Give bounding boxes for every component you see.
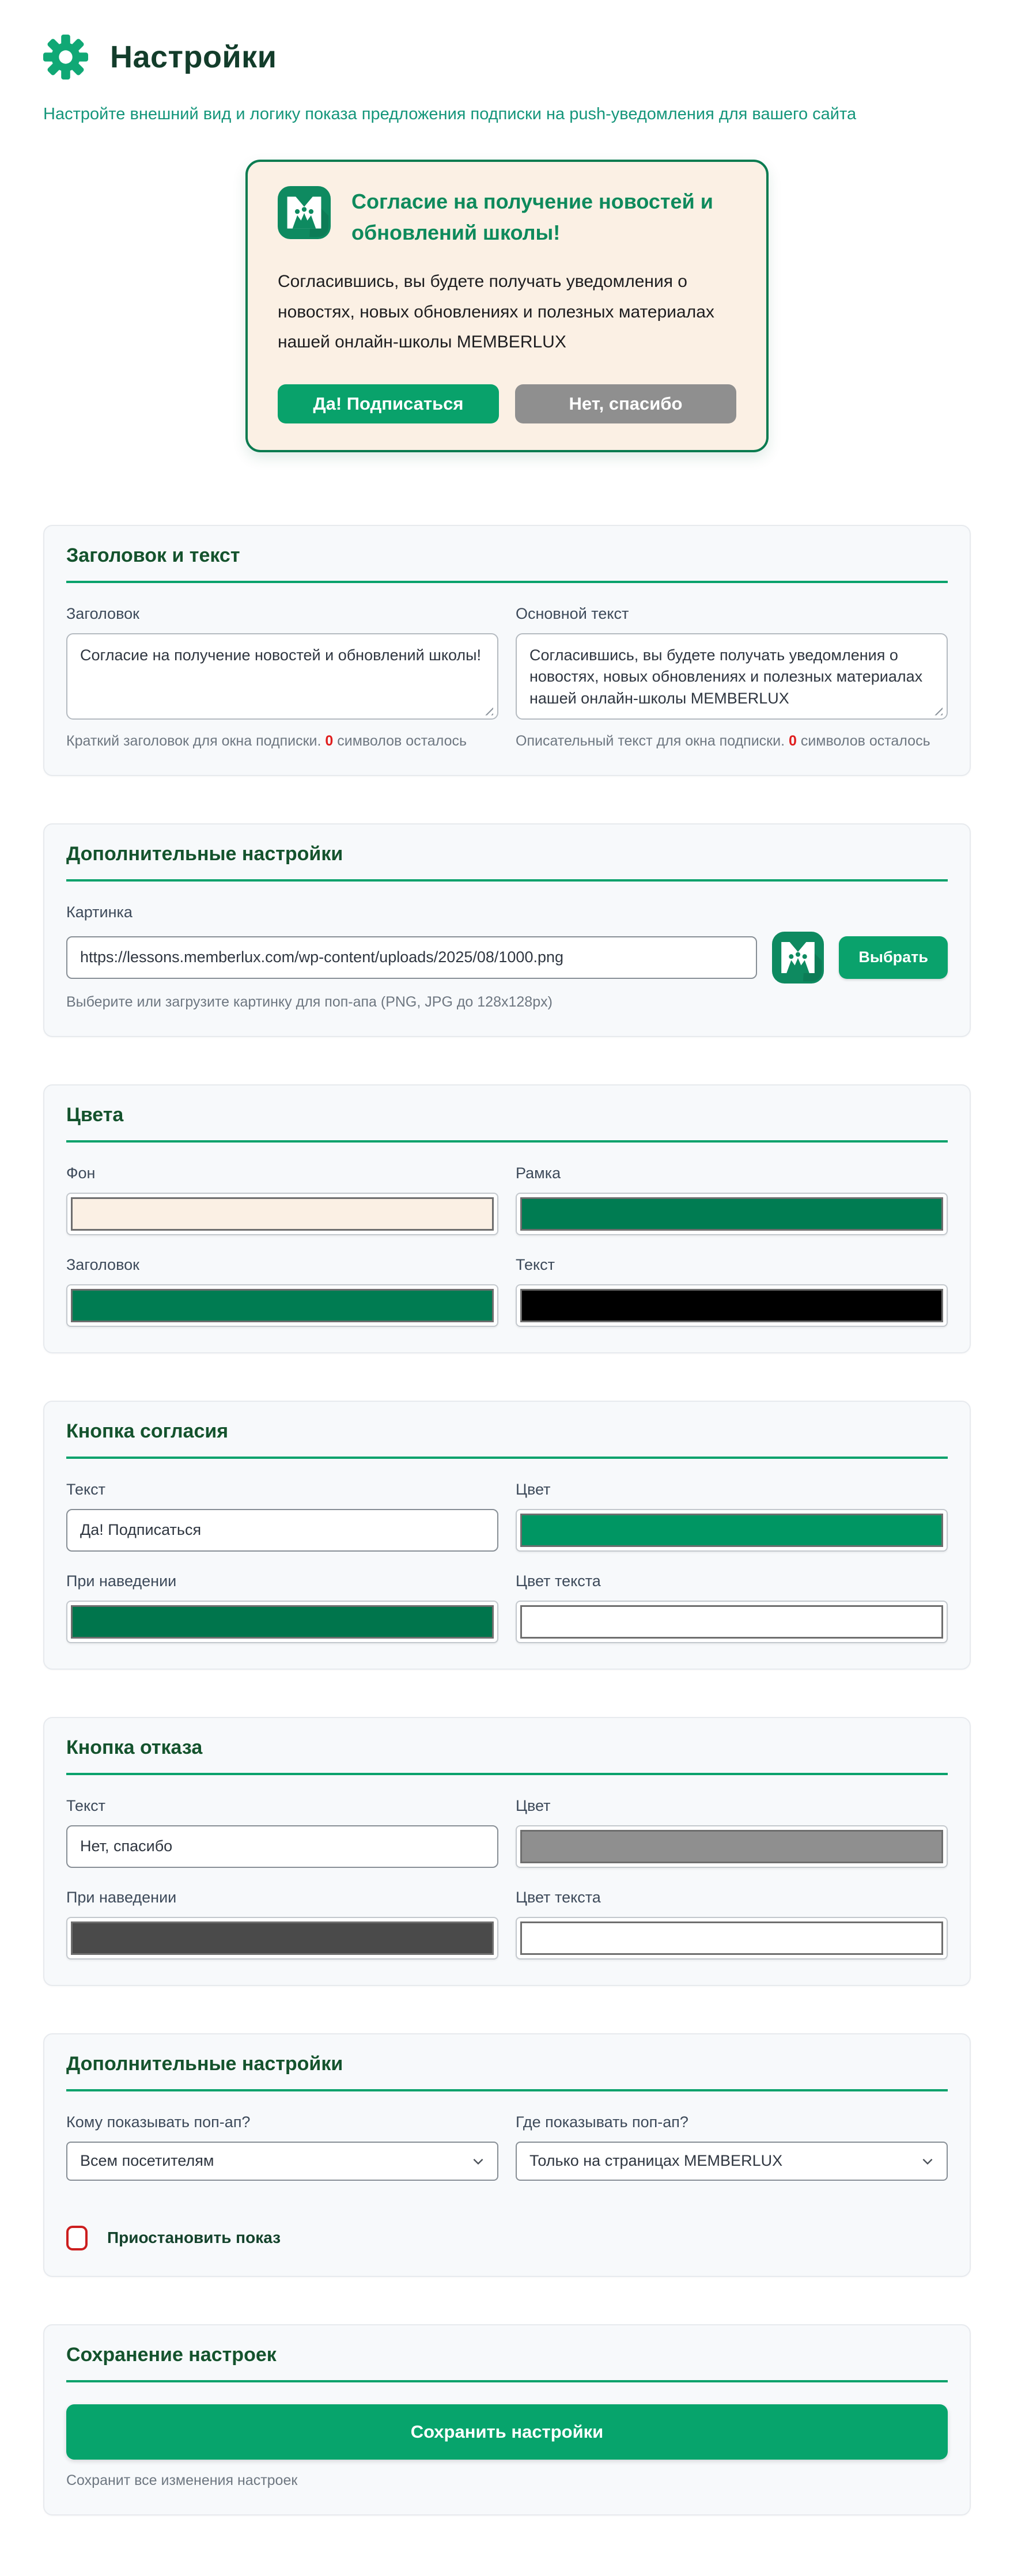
- background-color-swatch: [71, 1197, 494, 1231]
- section-divider: [66, 1140, 948, 1143]
- agree-text-color-label: Цвет текста: [516, 1572, 601, 1590]
- page-subtitle: Настройте внешний вид и логику показа предложения подписки на push-уведомления для вашего сайта: [43, 105, 857, 123]
- who-field: [66, 2113, 498, 2181]
- chevron-down-icon: [920, 2154, 935, 2169]
- image-row: [66, 932, 948, 984]
- decline-color-field: [516, 1797, 948, 1868]
- heading-hint-suffix: символов осталось: [333, 732, 467, 749]
- image-hint: Выберите или загрузите картинку для поп-апа (PNG, JPG до 128x128px): [66, 993, 553, 1010]
- where-field: [516, 2113, 948, 2181]
- section-title: Дополнительные настройки: [66, 2052, 343, 2075]
- popup-decline-button[interactable]: Нет, спасибо: [515, 384, 736, 423]
- agree-text-label: Текст: [66, 1480, 105, 1498]
- agree-color-field: [516, 1481, 948, 1552]
- where-select-value: Только на страницах MEMBERLUX: [529, 2152, 783, 2169]
- section-divider: [66, 581, 948, 583]
- who-select-value: Всем посетителям: [80, 2152, 214, 2169]
- decline-text-field: [66, 1797, 498, 1868]
- page-header: [43, 35, 971, 80]
- section-display-rules: [43, 2033, 971, 2277]
- section-title: Сохранение настроек: [66, 2343, 277, 2366]
- memberlux-m-logo-icon: [278, 186, 331, 239]
- section-divider: [66, 2089, 948, 2091]
- agree-color-label: Цвет: [516, 1480, 551, 1498]
- decline-text-label: Текст: [66, 1796, 105, 1814]
- body-field: [516, 605, 948, 750]
- text-color-swatch: [520, 1289, 943, 1322]
- frame-color-swatch: [520, 1197, 943, 1231]
- agree-text-field: [66, 1481, 498, 1552]
- pause-checkbox[interactable]: [66, 2226, 88, 2250]
- decline-text-input[interactable]: [66, 1825, 498, 1868]
- heading-color-picker[interactable]: [66, 1284, 498, 1327]
- section-title: Заголовок и текст: [66, 544, 240, 566]
- agree-hover-field: [66, 1572, 498, 1643]
- frame-color-label: Рамка: [516, 1164, 561, 1182]
- display-rules-grid: [66, 2113, 948, 2181]
- decline-text-color-picker[interactable]: [516, 1917, 948, 1960]
- background-color-label: Фон: [66, 1164, 96, 1182]
- body-chars-left-count: 0: [788, 732, 797, 749]
- section-colors: [43, 1084, 971, 1353]
- text-color-label: Текст: [516, 1255, 555, 1273]
- text-color-field: [516, 1256, 948, 1327]
- pause-label: Приостановить показ: [107, 2229, 281, 2246]
- image-url-input[interactable]: [66, 936, 757, 979]
- section-title: Кнопка отказа: [66, 1736, 203, 1758]
- who-label: Кому показывать поп-ап?: [66, 2113, 251, 2131]
- colors-grid: [66, 1164, 948, 1327]
- agree-hover-label: При наведении: [66, 1572, 177, 1590]
- image-label: Картинка: [66, 903, 133, 921]
- heading-color-label: Заголовок: [66, 1255, 139, 1273]
- heading-label: Заголовок: [66, 604, 139, 622]
- popup-preview-top: [278, 186, 736, 248]
- decline-text-color-field: [516, 1889, 948, 1960]
- heading-hint: [66, 733, 498, 750]
- decline-button-grid: [66, 1797, 948, 1960]
- section-header-text: [43, 525, 971, 776]
- section-divider: [66, 1457, 948, 1459]
- decline-hover-color-picker[interactable]: [66, 1917, 498, 1960]
- heading-textarea[interactable]: [66, 633, 498, 720]
- popup-agree-button[interactable]: Да! Подписаться: [278, 384, 499, 423]
- background-color-field: [66, 1164, 498, 1235]
- section-divider: [66, 2380, 948, 2382]
- body-hint: [516, 733, 948, 750]
- chevron-down-icon: [471, 2154, 486, 2169]
- decline-hover-field: [66, 1889, 498, 1960]
- frame-color-picker[interactable]: [516, 1193, 948, 1235]
- popup-preview-body: Согласившись, вы будете получать уведомления о новостях, новых обновлениях и полезных материалах нашей онлайн-школы MEMBERLUX: [278, 272, 714, 351]
- image-thumbnail-memberlux-logo: [772, 932, 824, 984]
- heading-color-field: [66, 1256, 498, 1327]
- decline-text-color-swatch: [520, 1921, 943, 1955]
- decline-color-label: Цвет: [516, 1796, 551, 1814]
- section-image: [43, 823, 971, 1037]
- section-save: [43, 2324, 971, 2516]
- heading-textarea-wrap: [66, 633, 498, 723]
- body-hint-prefix: Описательный текст для окна подписки.: [516, 732, 789, 749]
- section-title: Цвета: [66, 1103, 124, 1126]
- frame-color-field: [516, 1164, 948, 1235]
- body-label: Основной текст: [516, 604, 629, 622]
- section-title: Дополнительные настройки: [66, 842, 343, 865]
- decline-hover-label: При наведении: [66, 1888, 177, 1906]
- agree-color-picker[interactable]: [516, 1509, 948, 1552]
- section-agree-button: [43, 1401, 971, 1670]
- heading-hint-prefix: Краткий заголовок для окна подписки.: [66, 732, 326, 749]
- decline-hover-color-swatch: [71, 1921, 494, 1955]
- body-textarea[interactable]: [516, 633, 948, 720]
- section-divider: [66, 1773, 948, 1775]
- agree-text-color-swatch: [520, 1605, 943, 1639]
- gear-icon: [43, 35, 88, 80]
- popup-preview-card: [245, 160, 769, 452]
- background-color-picker[interactable]: [66, 1193, 498, 1235]
- agree-button-grid: [66, 1481, 948, 1643]
- body-hint-suffix: символов осталось: [796, 732, 930, 749]
- agree-text-color-field: [516, 1572, 948, 1643]
- popup-preview-heading: Согласие на получение новостей и обновлений школы!: [351, 190, 713, 244]
- agree-color-swatch: [520, 1514, 943, 1547]
- text-color-picker[interactable]: [516, 1284, 948, 1327]
- popup-preview-buttons: [278, 384, 736, 423]
- heading-field: [66, 605, 498, 750]
- save-hint: Сохранит все изменения настроек: [66, 2472, 298, 2488]
- decline-color-swatch: [520, 1830, 943, 1863]
- where-select[interactable]: [516, 2142, 948, 2181]
- page-title: Настройки: [110, 40, 277, 74]
- save-settings-button[interactable]: Сохранить настройки: [66, 2404, 948, 2460]
- section-title: Кнопка согласия: [66, 1420, 229, 1442]
- agree-hover-color-picker[interactable]: [66, 1601, 498, 1643]
- heading-color-swatch: [71, 1289, 494, 1322]
- heading-chars-left-count: 0: [325, 732, 334, 749]
- pause-row: [66, 2226, 948, 2250]
- decline-text-color-label: Цвет текста: [516, 1888, 601, 1906]
- who-select[interactable]: [66, 2142, 498, 2181]
- header-text-grid: [66, 605, 948, 750]
- agree-hover-color-swatch: [71, 1605, 494, 1639]
- section-decline-button: [43, 1717, 971, 1986]
- agree-text-color-picker[interactable]: [516, 1601, 948, 1643]
- section-divider: [66, 879, 948, 882]
- agree-text-input[interactable]: [66, 1509, 498, 1552]
- choose-image-button[interactable]: Выбрать: [839, 936, 948, 979]
- body-textarea-wrap: [516, 633, 948, 723]
- where-label: Где показывать поп-ап?: [516, 2113, 688, 2131]
- decline-color-picker[interactable]: [516, 1825, 948, 1868]
